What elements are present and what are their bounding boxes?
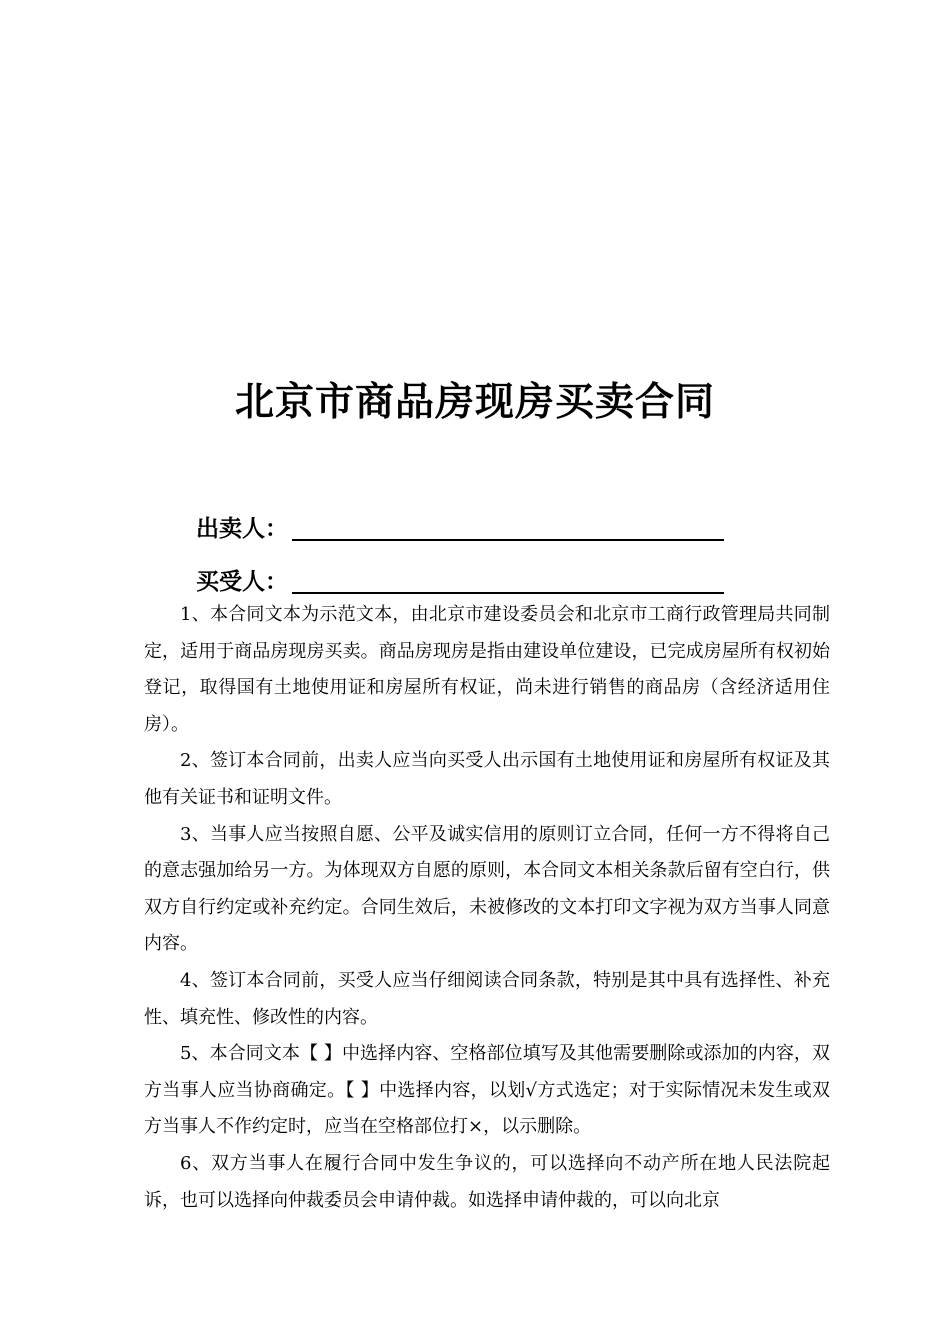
seller-line bbox=[196, 505, 724, 543]
seller-blank-field bbox=[292, 539, 724, 541]
instructions-body bbox=[144, 597, 830, 1219]
seller-label: 出卖人： bbox=[196, 516, 288, 542]
instruction-paragraph-4: 4、签订本合同前，买受人应当仔细阅读合同条款，特别是其中具有选择性、补充性、填充性、修改性的内容。 bbox=[144, 969, 830, 1028]
buyer-line bbox=[196, 558, 724, 596]
instruction-paragraph-5: 5、本合同文本【 】中选择内容、空格部位填写及其他需要删除或添加的内容，双方当事人应当协商确定。【 】中选择内容，以划√方式选定；对于实际情况未发生或双方当事人不作约定时，应当在空格部位打×，以示删除。 bbox=[144, 1043, 830, 1138]
buyer-label: 买受人： bbox=[196, 569, 288, 595]
buyer-blank-field bbox=[292, 592, 724, 594]
instruction-paragraph-3: 3、当事人应当按照自愿、公平及诚实信用的原则订立合同，任何一方不得将自己的意志强加给另一方。为体现双方自愿的原则，本合同文本相关条款后留有空白行，供双方自行约定或补充约定。合同生效后，未被修改的文本打印文字视为双方当事人同意内容。 bbox=[144, 823, 830, 955]
instruction-paragraph-1: 1、本合同文本为示范文本，由北京市建设委员会和北京市工商行政管理局共同制定，适用于商品房现房买卖。商品房现房是指由建设单位建设，已完成房屋所有权初始登记，取得国有土地使用证和房屋所有权证，尚未进行销售的商品房（含经济适用住房）。 bbox=[144, 604, 830, 735]
document-title: 北京市商品房现房买卖合同 bbox=[234, 380, 715, 425]
instruction-paragraph-2: 2、签订本合同前，出卖人应当向买受人出示国有土地使用证和房屋所有权证及其他有关证书和证明文件。 bbox=[144, 750, 830, 808]
instruction-paragraph-6: 6、双方当事人在履行合同中发生争议的，可以选择向不动产所在地人民法院起诉，也可以选择向仲裁委员会申请仲裁。如选择申请仲裁的，可以向北京 bbox=[144, 1152, 830, 1211]
